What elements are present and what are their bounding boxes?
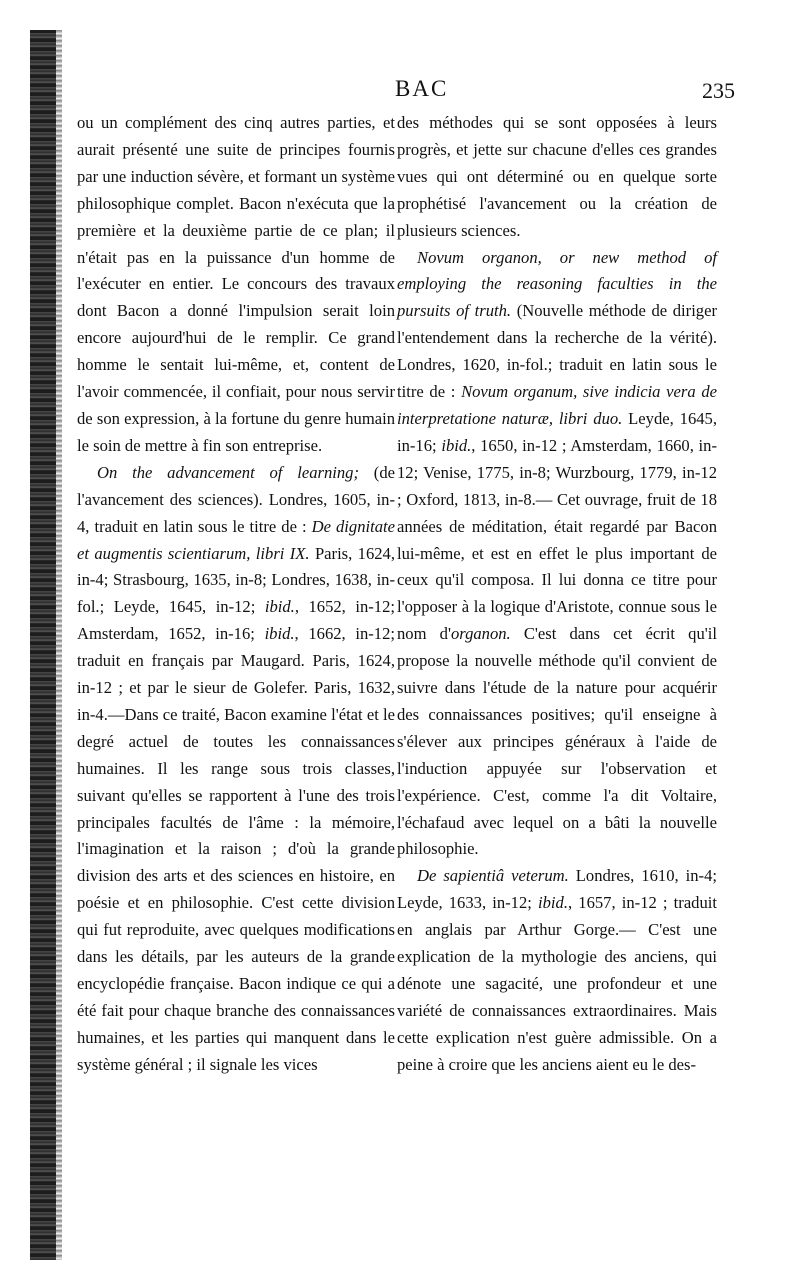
entry-text: , 1650, in-12 ; Amsterdam, 1660, in-12; Venise, 1775, in-8; Wurzbourg, 1779, in-12 ; Oxford, 1813, in-8.— Cet ouvrage, fruit de 18 années de méditation, était regardé par Bacon lui-même, et est en effet le plus important de ceux qu'il composa. Il lui donna ce titre pour l'opposer à la logique d'Aristote, connue sous le nom d' xyxy=(397,435,717,644)
work-title: Novum organon, or new method of employing the reasoning faculties in the pursuits of truth. xyxy=(397,247,717,321)
entry-text: C'est dans cet écrit qu'il propose la nouvelle méthode qu'il convient de suivre dans l'étude de la nature pour acquérir des connaissances positives; qu'il enseigne à s'élever aux principes généraux à l'aide de l'induction appuyée sur l'observation et l'expérience. C'est, comme l'a dit Voltaire, l'échafaud avec lequel on a bâti la nouvelle philosophie. xyxy=(397,624,717,859)
ibid-marker: ibid. xyxy=(264,597,295,617)
ibid-marker: ibid. xyxy=(538,893,568,913)
binding-edge xyxy=(30,30,56,1260)
bibliography-entry xyxy=(397,245,717,864)
entry-text: , 1652, in-12; Amsterdam, 1652, in-16; xyxy=(77,597,395,644)
entry-text: , 1657, in-12 ; traduit en anglais par Arthur Gorge.— C'est une explication de la mythologie des anciens, qui dénote une sagacité, une profondeur et une variété de connaissances extraordinaires. Mais cette explication n'est guère admissible. On a peine à croire que les anciens aient eu le des- xyxy=(397,893,717,1074)
entry-text: Paris, 1624, in-4; Strasbourg, 1635, in-8; Londres, 1638, in-fol.; Leyde, 1645, in-12; xyxy=(77,543,395,617)
entry-text: , 1662, in-12; traduit en français par Maugard. Paris, 1624, in-12 ; et par le sieur de Golefer. Paris, 1632, in-4.—Dans ce traité, Bacon examine l'état et le degré actuel de toutes les connaissances humaines. Il les range sous trois classes, suivant qu'elles se rapportent à l'une des trois principales facultés de l'âme : la mémoire, l'imagination et la raison ; d'où la grande division des arts et des sciences en histoire, en poésie et en philosophie. C'est cette division qui fut reproduite, avec quelques modifications dans les détails, par les auteurs de la grande encyclopédie française. Bacon indique ce qui a été fait pour chaque branche des connaissances humaines, et les parties qui manquent dans le système général ; il signale les vices xyxy=(77,624,395,1074)
paragraph xyxy=(397,110,717,245)
entry-text: (Nouvelle méthode de diriger l'entendement dans la recherche de la vérité). Londres, 1620, in-fol.; traduit en latin sous le titre de : xyxy=(397,301,717,402)
ibid-marker: ibid. xyxy=(441,435,472,455)
paragraph-text: ou un complément des cinq autres parties, et aurait présenté une suite de principes fournis par une induction sévère, et formant un système philosophique complet. Bacon n'exécuta que la première et la deuxième partie de ce plan; il n'était pas en la puissance d'un homme de l'exécuter en entier. Le concours des travaux dont Bacon a donné l'impulsion serait loin encore aujourd'hui de le remplir. Ce grand homme le sentait lui-même, et, content de l'avoir commencée, il confiait, pour nous servir de son expression, à la fortune du genre humain le soin de mettre à fin son entreprise. xyxy=(77,113,395,455)
ibid-marker: ibid. xyxy=(264,624,295,644)
work-title: De sapientiâ veterum. xyxy=(417,866,569,886)
work-title-latin: Novum organum, sive indicia vera de interpretatione naturæ, libri duo. xyxy=(397,382,717,428)
running-head: BAC xyxy=(395,76,449,101)
entry-text: Londres, 1610, in-4; Leyde, 1633, in-12; xyxy=(397,866,717,913)
page-header xyxy=(75,76,735,110)
paragraph-text: des méthodes qui se sont opposées à leurs progrès, et jette sur chacune d'elles ces grandes vues qui ont déterminé ou en quelque sorte prophétisé l'avancement ou la création de plusieurs sciences. xyxy=(397,113,717,240)
entry-text: Leyde, 1645, in-16; xyxy=(397,408,717,455)
page-number: 235 xyxy=(702,78,735,103)
bibliography-entry xyxy=(397,863,717,1078)
paragraph xyxy=(77,110,395,460)
bibliography-entry xyxy=(77,460,395,1079)
work-title: On the advancement of learning; xyxy=(97,462,359,482)
right-column xyxy=(397,110,717,1079)
work-title-latin: De dignitate et augmentis scientiarum, libri IX. xyxy=(77,516,395,563)
entry-text: (de l'avancement des sciences). Londres, 1605, in-4, traduit en latin sous le titre de : xyxy=(77,462,395,536)
organon-term: organon. xyxy=(450,624,511,644)
left-column xyxy=(77,110,395,1079)
